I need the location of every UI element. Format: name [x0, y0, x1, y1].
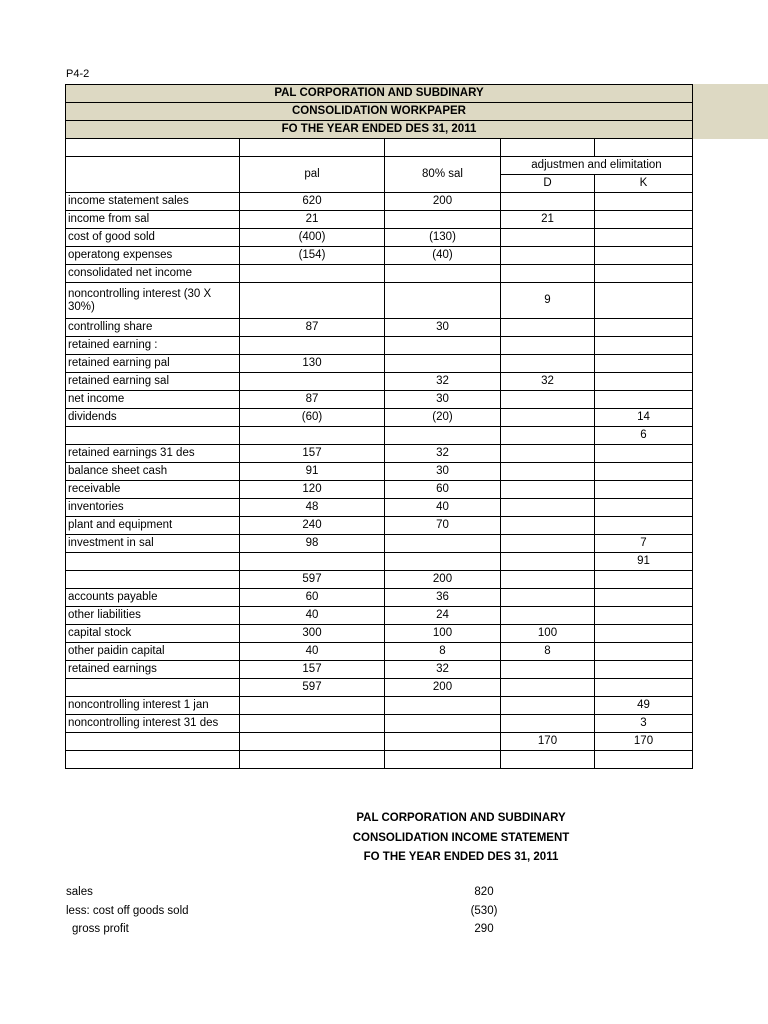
cell-pal: (60): [240, 409, 385, 427]
cell-credit: [595, 193, 693, 211]
row-label: [66, 571, 240, 589]
table-row: [66, 535, 693, 553]
cell-debit: [501, 319, 595, 337]
title-row: [66, 103, 693, 121]
cell-credit: [595, 211, 693, 229]
cell-credit: [595, 265, 693, 283]
cell-debit: [501, 679, 595, 697]
col-header-sal: 80% sal: [385, 157, 501, 193]
cell-pal: 597: [240, 571, 385, 589]
stmt-label-sales: sales: [66, 886, 93, 898]
row-label: other liabilities: [66, 607, 240, 625]
cell-sal: 200: [385, 193, 501, 211]
col-header-credit: K: [595, 175, 693, 193]
row-label: plant and equipment: [66, 517, 240, 535]
cell-debit: [501, 715, 595, 733]
cell-debit: [501, 229, 595, 247]
title-row: [66, 85, 693, 103]
cell-sal: 200: [385, 571, 501, 589]
table-row: [66, 319, 693, 337]
cell-pal: 130: [240, 355, 385, 373]
workpaper-table: [65, 84, 693, 769]
table-row: [66, 337, 693, 355]
row-label: noncontrolling interest 31 des: [66, 715, 240, 733]
page-id: P4-2: [66, 68, 90, 80]
cell-pal: [240, 733, 385, 751]
cell-pal: 157: [240, 661, 385, 679]
cell-sal: [385, 427, 501, 445]
row-label: retained earning pal: [66, 355, 240, 373]
row-label: retained earning :: [66, 337, 240, 355]
cell-pal: 157: [240, 445, 385, 463]
table-row: [66, 571, 693, 589]
cell-credit: 3: [595, 715, 693, 733]
cell-credit: [595, 355, 693, 373]
cell-credit: [595, 661, 693, 679]
cell-credit: [595, 625, 693, 643]
table-row: [66, 751, 693, 769]
workpaper-subtitle: CONSOLIDATION WORKPAPER: [66, 103, 693, 121]
cell-pal: 60: [240, 589, 385, 607]
cell-sal: 36: [385, 589, 501, 607]
cell-debit: 100: [501, 625, 595, 643]
cell-debit: [501, 661, 595, 679]
row-label: income statement sales: [66, 193, 240, 211]
table-row: [66, 643, 693, 661]
row-label: investment in sal: [66, 535, 240, 553]
row-label: retained earnings: [66, 661, 240, 679]
statement-subtitle: CONSOLIDATION INCOME STATEMENT: [352, 832, 570, 844]
cell-pal: (154): [240, 247, 385, 265]
cell-debit: [501, 571, 595, 589]
cell-pal: 40: [240, 607, 385, 625]
cell-debit: 8: [501, 643, 595, 661]
cell-pal: [240, 373, 385, 391]
cell-pal: 91: [240, 463, 385, 481]
cell-sal: [385, 283, 501, 319]
cell-sal: 100: [385, 625, 501, 643]
cell-debit: 170: [501, 733, 595, 751]
cell-sal: [385, 553, 501, 571]
cell-credit: [595, 463, 693, 481]
stmt-value-sales: 820: [474, 886, 494, 898]
statement-period: FO THE YEAR ENDED DES 31, 2011: [363, 851, 559, 863]
cell-credit: [595, 373, 693, 391]
cell-credit: [595, 337, 693, 355]
cell-sal: 32: [385, 373, 501, 391]
table-row: [66, 391, 693, 409]
cell-pal: 240: [240, 517, 385, 535]
cell-sal: (20): [385, 409, 501, 427]
cell-credit: [595, 589, 693, 607]
table-row: [66, 697, 693, 715]
stmt-value-gross-profit: 290: [474, 923, 494, 935]
cell-credit: 49: [595, 697, 693, 715]
cell-sal: [385, 715, 501, 733]
table-row: [66, 193, 693, 211]
cell-sal: (130): [385, 229, 501, 247]
row-label: [66, 553, 240, 571]
cell-pal: 120: [240, 481, 385, 499]
table-row: [66, 373, 693, 391]
cell-debit: [501, 607, 595, 625]
cell-sal: [385, 751, 501, 769]
cell-debit: [501, 355, 595, 373]
cell-sal: [385, 337, 501, 355]
row-label: accounts payable: [66, 589, 240, 607]
row-label: inventories: [66, 499, 240, 517]
cell-sal: (40): [385, 247, 501, 265]
row-label: balance sheet cash: [66, 463, 240, 481]
cell-credit: 7: [595, 535, 693, 553]
row-label: [66, 679, 240, 697]
cell-pal: [240, 427, 385, 445]
cell-sal: 200: [385, 679, 501, 697]
cell-debit: [501, 337, 595, 355]
row-label: [66, 427, 240, 445]
column-header-row: [66, 157, 693, 175]
row-label: [66, 733, 240, 751]
cell-sal: [385, 535, 501, 553]
row-label: [66, 751, 240, 769]
cell-sal: 30: [385, 463, 501, 481]
cell-sal: 32: [385, 445, 501, 463]
cell-pal: 620: [240, 193, 385, 211]
col-header-adjustments: adjustmen and elimitation: [501, 157, 693, 175]
table-row: [66, 247, 693, 265]
cell-sal: [385, 265, 501, 283]
table-row: [66, 481, 693, 499]
cell-credit: [595, 391, 693, 409]
cell-credit: [595, 607, 693, 625]
cell-pal: 300: [240, 625, 385, 643]
cell-pal: 87: [240, 391, 385, 409]
cell-credit: 6: [595, 427, 693, 445]
cell-debit: [501, 499, 595, 517]
cell-sal: 32: [385, 661, 501, 679]
cell-credit: [595, 283, 693, 319]
table-row: [66, 733, 693, 751]
table-row: [66, 679, 693, 697]
cell-credit: [595, 229, 693, 247]
cell-sal: 30: [385, 391, 501, 409]
row-label: dividends: [66, 409, 240, 427]
cell-pal: [240, 265, 385, 283]
cell-credit: [595, 751, 693, 769]
cell-sal: 40: [385, 499, 501, 517]
table-row: [66, 427, 693, 445]
cell-sal: [385, 211, 501, 229]
cell-debit: [501, 535, 595, 553]
cell-sal: 24: [385, 607, 501, 625]
cell-debit: [501, 697, 595, 715]
statement-title: PAL CORPORATION AND SUBDINARY: [356, 812, 566, 824]
cell-debit: 32: [501, 373, 595, 391]
stmt-label-gross-profit: gross profit: [72, 923, 129, 935]
row-label: net income: [66, 391, 240, 409]
row-label: other paidin capital: [66, 643, 240, 661]
stmt-label-cogs: less: cost off goods sold: [66, 905, 189, 917]
row-label: controlling share: [66, 319, 240, 337]
cell-debit: 9: [501, 283, 595, 319]
cell-debit: [501, 751, 595, 769]
cell-pal: 21: [240, 211, 385, 229]
table-row: [66, 229, 693, 247]
table-row: [66, 265, 693, 283]
cell-debit: [501, 247, 595, 265]
cell-debit: [501, 463, 595, 481]
table-row: [66, 211, 693, 229]
cell-debit: [501, 445, 595, 463]
table-row: [66, 625, 693, 643]
cell-sal: 60: [385, 481, 501, 499]
cell-sal: [385, 697, 501, 715]
cell-credit: [595, 481, 693, 499]
cell-credit: [595, 517, 693, 535]
table-row: [66, 463, 693, 481]
cell-sal: 70: [385, 517, 501, 535]
table-row: [66, 517, 693, 535]
cell-debit: [501, 517, 595, 535]
cell-sal: [385, 733, 501, 751]
cell-credit: [595, 445, 693, 463]
cell-pal: [240, 715, 385, 733]
row-label: receivable: [66, 481, 240, 499]
cell-debit: [501, 427, 595, 445]
table-row: [66, 445, 693, 463]
cell-credit: 14: [595, 409, 693, 427]
cell-credit: [595, 679, 693, 697]
cell-debit: [501, 589, 595, 607]
cell-credit: [595, 643, 693, 661]
cell-debit: [501, 409, 595, 427]
table-row: [66, 589, 693, 607]
stmt-value-cogs: (530): [470, 905, 498, 917]
row-label: retained earnings 31 des: [66, 445, 240, 463]
workpaper-period: FO THE YEAR ENDED DES 31, 2011: [66, 121, 693, 139]
cell-pal: 98: [240, 535, 385, 553]
cell-credit: [595, 319, 693, 337]
cell-debit: [501, 553, 595, 571]
cell-debit: [501, 265, 595, 283]
table-row: [66, 499, 693, 517]
cell-credit: 170: [595, 733, 693, 751]
cell-pal: [240, 697, 385, 715]
cell-credit: 91: [595, 553, 693, 571]
row-label: income from sal: [66, 211, 240, 229]
cell-pal: [240, 283, 385, 319]
cell-pal: 40: [240, 643, 385, 661]
cell-pal: 87: [240, 319, 385, 337]
cell-debit: [501, 193, 595, 211]
table-row: [66, 355, 693, 373]
col-header-pal: pal: [240, 157, 385, 193]
cell-pal: 48: [240, 499, 385, 517]
cell-pal: 597: [240, 679, 385, 697]
workpaper-title: PAL CORPORATION AND SUBDINARY: [66, 85, 693, 103]
row-label: noncontrolling interest (30 X 30%): [66, 283, 240, 319]
cell-pal: [240, 751, 385, 769]
cell-sal: [385, 355, 501, 373]
row-label: noncontrolling interest 1 jan: [66, 697, 240, 715]
row-label: operatong expenses: [66, 247, 240, 265]
header-shade: [692, 84, 768, 139]
cell-credit: [595, 247, 693, 265]
cell-credit: [595, 571, 693, 589]
cell-sal: 30: [385, 319, 501, 337]
cell-debit: [501, 481, 595, 499]
cell-pal: [240, 553, 385, 571]
cell-pal: (400): [240, 229, 385, 247]
col-header-debit: D: [501, 175, 595, 193]
title-row: [66, 121, 693, 139]
table-row: [66, 661, 693, 679]
row-label: capital stock: [66, 625, 240, 643]
table-row: [66, 553, 693, 571]
cell-sal: 8: [385, 643, 501, 661]
table-row: [66, 409, 693, 427]
table-row: [66, 283, 693, 319]
cell-credit: [595, 499, 693, 517]
cell-debit: 21: [501, 211, 595, 229]
table-row: [66, 607, 693, 625]
row-label: consolidated net income: [66, 265, 240, 283]
table-row: [66, 715, 693, 733]
row-label: retained earning sal: [66, 373, 240, 391]
cell-debit: [501, 391, 595, 409]
row-label: cost of good sold: [66, 229, 240, 247]
blank-row: [66, 139, 693, 157]
cell-pal: [240, 337, 385, 355]
